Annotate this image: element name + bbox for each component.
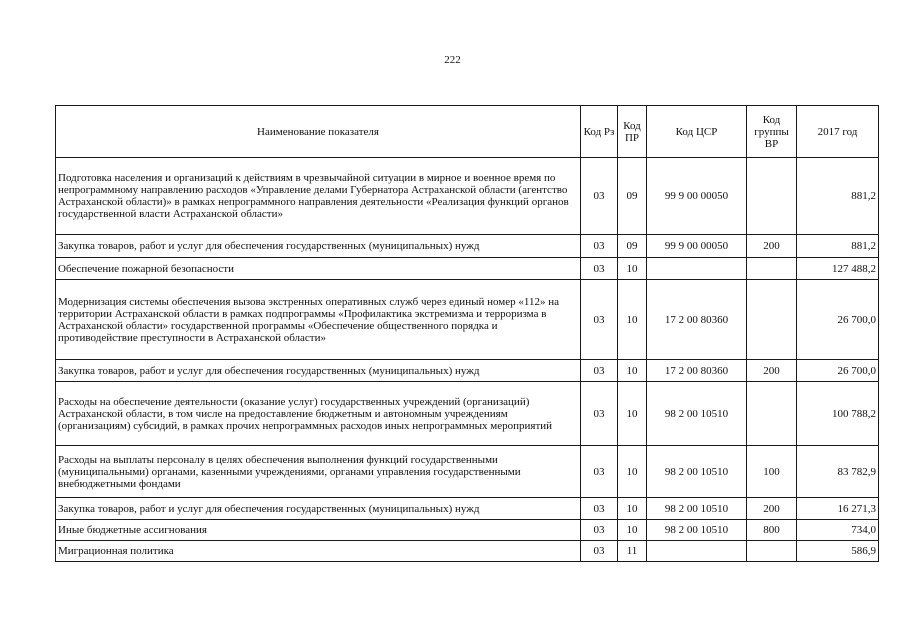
table-row: [56, 280, 879, 360]
row-sum: 16 271,3: [797, 498, 879, 520]
row-rz: 03: [581, 498, 618, 520]
row-csr: 98 2 00 10510: [647, 520, 747, 541]
header-csr: Код ЦСР: [647, 106, 747, 158]
row-name: Обеспечение пожарной безопасности: [56, 258, 581, 280]
row-csr: 98 2 00 10510: [647, 382, 747, 446]
row-vr: 800: [747, 520, 797, 541]
row-rz: 03: [581, 158, 618, 235]
row-csr: 98 2 00 10510: [647, 446, 747, 498]
row-sum: 26 700,0: [797, 280, 879, 360]
table-row: [56, 382, 879, 446]
row-rz: 03: [581, 360, 618, 382]
row-pr: 10: [618, 446, 647, 498]
table-row: [56, 541, 879, 562]
row-vr: [747, 382, 797, 446]
table-header-row: [56, 106, 879, 158]
row-name: Расходы на выплаты персоналу в целях обеспечения выполнения функций государственными (муниципальными) органами, казенными учреждениями, органами управления государственными внебюджетными фондами: [56, 446, 581, 498]
row-name: Иные бюджетные ассигнования: [56, 520, 581, 541]
row-vr: [747, 541, 797, 562]
row-csr: 17 2 00 80360: [647, 280, 747, 360]
row-csr: 17 2 00 80360: [647, 360, 747, 382]
header-pr: Код ПР: [618, 106, 647, 158]
row-rz: 03: [581, 280, 618, 360]
row-csr: 99 9 00 00050: [647, 235, 747, 258]
row-csr: 99 9 00 00050: [647, 158, 747, 235]
row-name: Подготовка населения и организаций к действиям в чрезвычайной ситуации в мирное и военное время по непрограммному направлению расходов «Управление делами Губернатора Астраханской области (агентство Астраханской области)» в рамках непрограммного направления деятельности «Реализация функций органов государственной власти Астраханской области»: [56, 158, 581, 235]
table-row: [56, 360, 879, 382]
row-name: Закупка товаров, работ и услуг для обеспечения государственных (муниципальных) нужд: [56, 235, 581, 258]
page-number: 222: [444, 54, 461, 66]
budget-table: [55, 105, 879, 562]
table-row: [56, 235, 879, 258]
row-sum: 881,2: [797, 158, 879, 235]
row-pr: 11: [618, 541, 647, 562]
row-name: Модернизация системы обеспечения вызова экстренных оперативных служб через единый номер «112» на территории Астраханской области в рамках подпрограммы «Профилактика экстремизма и терроризма в Астраханской области» государственной программы «Обеспечение общественного порядка и противодействие преступности в Астраханской области»: [56, 280, 581, 360]
row-name: Закупка товаров, работ и услуг для обеспечения государственных (муниципальных) нужд: [56, 498, 581, 520]
row-vr: [747, 258, 797, 280]
row-sum: 734,0: [797, 520, 879, 541]
row-sum: 100 788,2: [797, 382, 879, 446]
table-row: [56, 446, 879, 498]
header-vr: Код группы ВР: [747, 106, 797, 158]
row-pr: 10: [618, 280, 647, 360]
row-vr: 200: [747, 360, 797, 382]
row-csr: [647, 541, 747, 562]
row-name: Расходы на обеспечение деятельности (оказание услуг) государственных учреждений (организаций) Астраханской области, в том числе на предоставление бюджетным и автономным учреждениям (организациям) субсидий, в рамках прочих непрограммных расходов иных непрограммных мероприятий: [56, 382, 581, 446]
row-csr: 98 2 00 10510: [647, 498, 747, 520]
table-row: [56, 258, 879, 280]
row-vr: [747, 280, 797, 360]
row-rz: 03: [581, 235, 618, 258]
row-name: Закупка товаров, работ и услуг для обеспечения государственных (муниципальных) нужд: [56, 360, 581, 382]
table-row: [56, 158, 879, 235]
row-name: Миграционная политика: [56, 541, 581, 562]
table-row: [56, 520, 879, 541]
row-sum: 586,9: [797, 541, 879, 562]
row-rz: 03: [581, 520, 618, 541]
row-pr: 10: [618, 382, 647, 446]
row-sum: 127 488,2: [797, 258, 879, 280]
row-rz: 03: [581, 382, 618, 446]
row-csr: [647, 258, 747, 280]
header-year: 2017 год: [797, 106, 879, 158]
header-rz: Код Рз: [581, 106, 618, 158]
row-pr: 10: [618, 520, 647, 541]
row-sum: 881,2: [797, 235, 879, 258]
row-pr: 09: [618, 235, 647, 258]
row-pr: 10: [618, 360, 647, 382]
header-name: Наименование показателя: [56, 106, 581, 158]
row-vr: 200: [747, 498, 797, 520]
row-vr: 200: [747, 235, 797, 258]
row-pr: 10: [618, 258, 647, 280]
row-sum: 83 782,9: [797, 446, 879, 498]
row-sum: 26 700,0: [797, 360, 879, 382]
row-pr: 10: [618, 498, 647, 520]
table-row: [56, 498, 879, 520]
row-vr: [747, 158, 797, 235]
row-vr: 100: [747, 446, 797, 498]
row-rz: 03: [581, 541, 618, 562]
row-rz: 03: [581, 258, 618, 280]
row-rz: 03: [581, 446, 618, 498]
row-pr: 09: [618, 158, 647, 235]
